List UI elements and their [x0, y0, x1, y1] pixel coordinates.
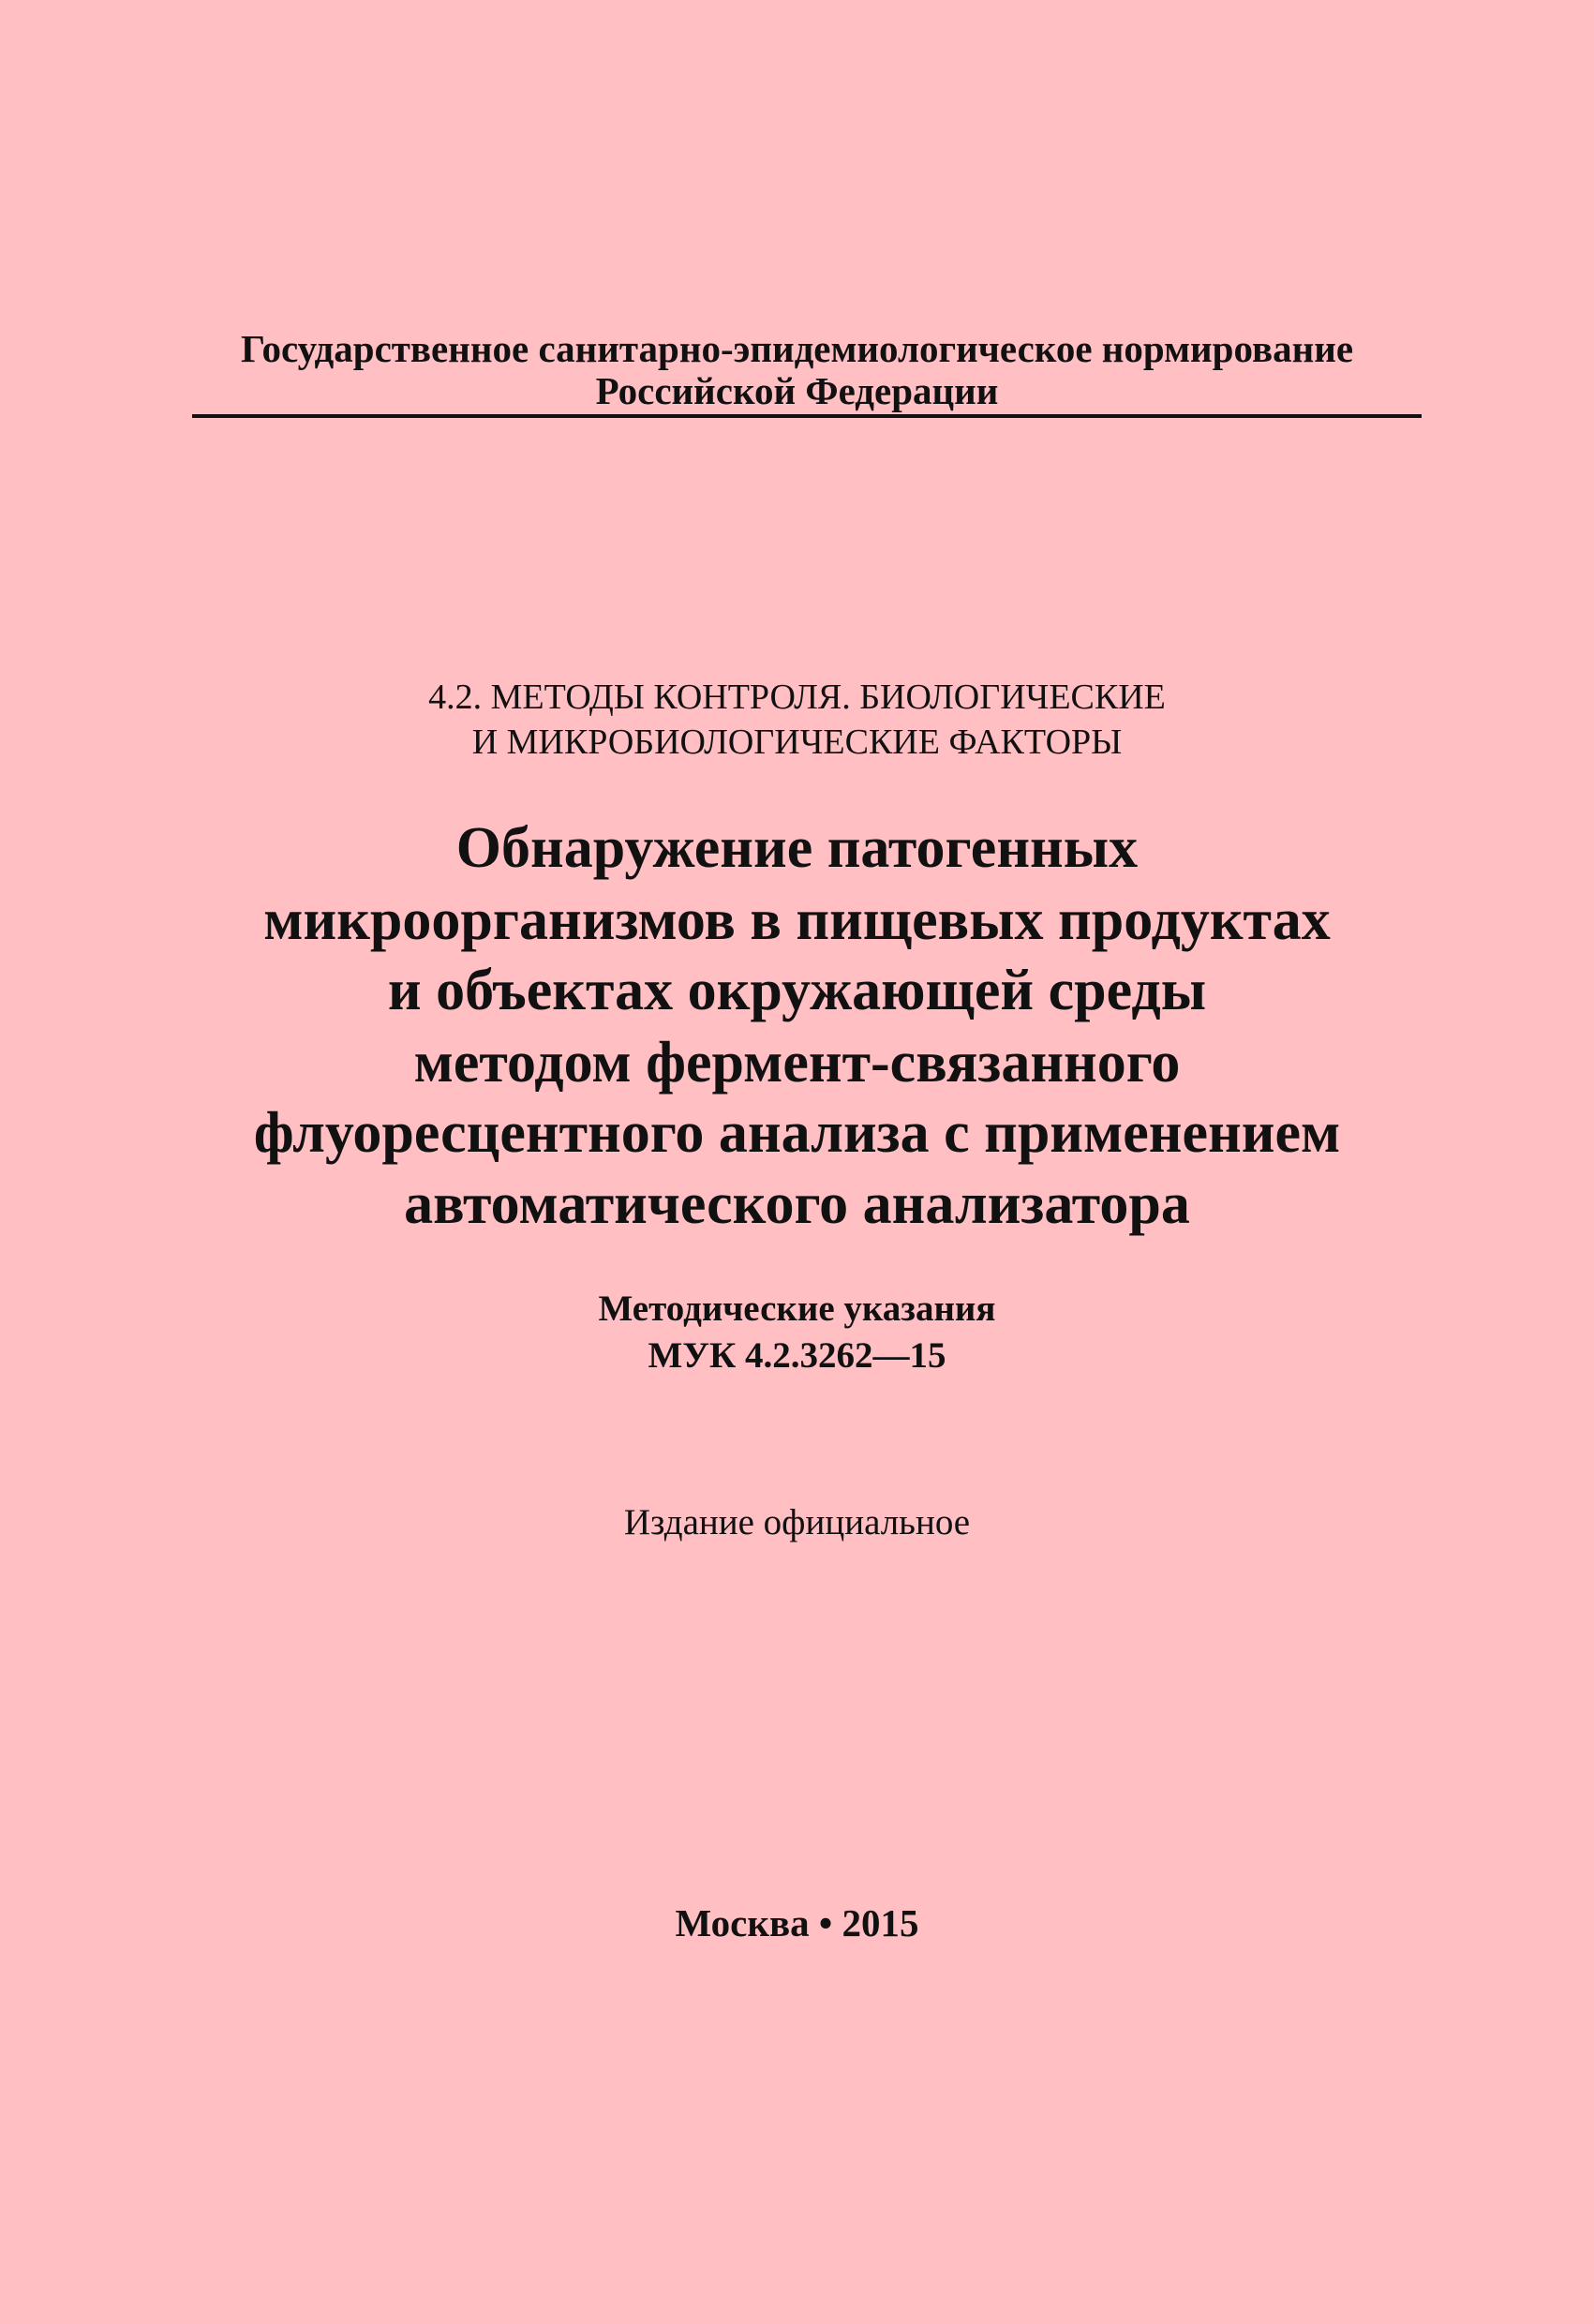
series-line-1: 4.2. МЕТОДЫ КОНТРОЛЯ. БИОЛОГИЧЕСКИЕ	[428, 678, 1166, 717]
title-line-1: Обнаружение патогенных	[455, 816, 1139, 880]
header-divider	[192, 414, 1422, 418]
title-line-6: автоматического анализатора	[404, 1172, 1190, 1236]
title-line-3: и объектах окружающей среды	[387, 959, 1207, 1022]
header-line-1: Государственное санитарно-эпидемиологическое нормирование	[240, 327, 1354, 370]
title-line-5: флуоресцентного анализа с применением	[253, 1101, 1341, 1165]
document-type: Методические указания	[598, 1289, 996, 1329]
edition-note: Издание официальное	[623, 1502, 971, 1542]
title-line-4: методом фермент-связанного	[413, 1031, 1181, 1095]
document-code: МУК 4.2.3262—15	[648, 1335, 946, 1376]
header-line-2: Российской Федерации	[595, 369, 999, 412]
series-line-2: И МИКРОБИОЛОГИЧЕСКИЕ ФАКТОРЫ	[471, 723, 1123, 762]
title-line-2: микроорганизмов в пищевых продуктах	[263, 888, 1331, 952]
place-year: Москва • 2015	[675, 1901, 919, 1944]
